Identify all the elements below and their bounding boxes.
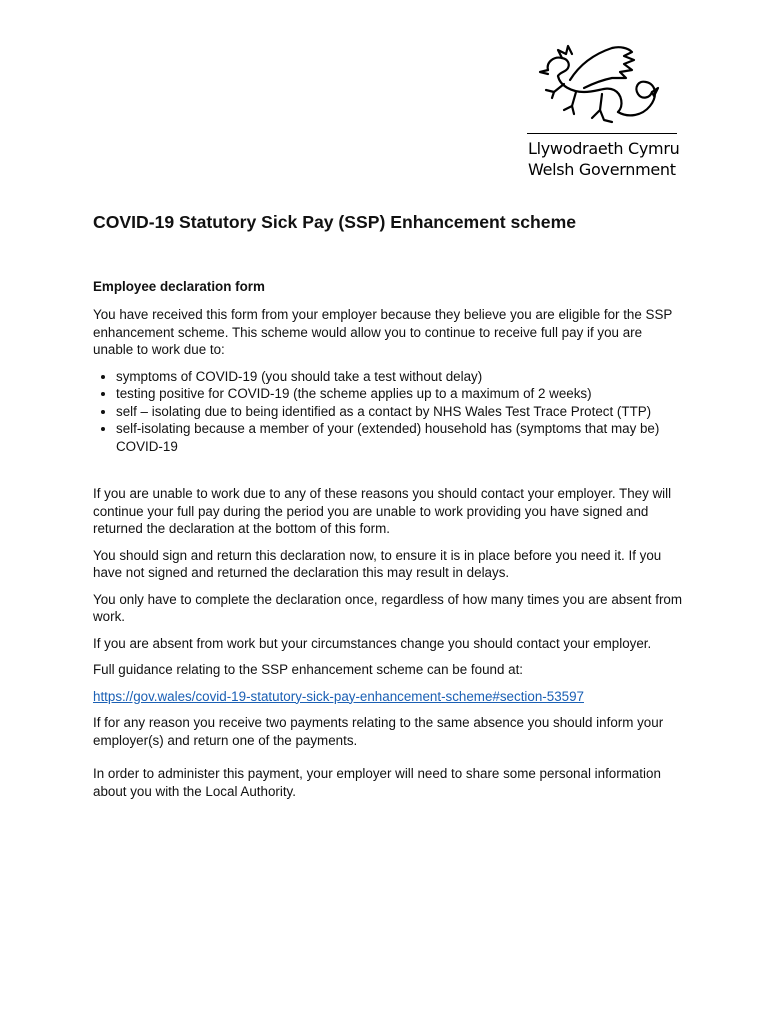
paragraph-circumstances-change: If you are absent from work but your circumstances change you should contact your employer. [93,635,652,651]
paragraph-complete-once: You only have to complete the declaration once, regardless of how many times you are absent from work. [93,591,683,624]
reasons-list [93,368,683,456]
paragraph-guidance: Full guidance relating to the SSP enhancement scheme can be found at: [93,662,524,677]
spacer [93,455,683,485]
paragraph-sign-now: You should sign and return this declaration now, to ensure it is in place before you need it. If you have not signed and returned the declaration this may result in delays. [93,547,662,580]
paragraph-personal-information: In order to administer this payment, your employer will need to share some personal information about you with the Local Authority. [93,766,661,799]
organisation-name [528,138,679,180]
paragraph-contact-employer: If you are unable to work due to any of these reasons you should contact your employer. They will continue your full pay during the period you are unable to work providing you have signed and returned the declaration at the bottom of this form. [93,486,672,536]
list-item: • self-isolating because a member of your (extended) household has (symptoms that may be) COVID-19 [116,420,683,455]
welsh-government-logo [524,40,684,130]
intro-paragraph: You have received this form from your employer because they believe you are eligible for the SSP enhancement scheme. This scheme would allow you to continue to receive full pay if you are unable to work due to: [93,307,673,357]
document-content [93,210,683,809]
list-item: • self – isolating due to being identified as a contact by NHS Wales Test Trace Protect (TTP) [116,403,683,421]
paragraph-two-payments: If for any reason you receive two payments relating to the same absence you should inform your employer(s) and return one of the payments. [93,715,664,748]
logo-divider [527,133,677,134]
list-item: • testing positive for COVID-19 (the scheme applies up to a maximum of 2 weeks) [116,385,683,403]
org-name-english: Welsh Government [528,160,676,179]
form-subtitle: Employee declaration form [93,279,265,294]
dragon-icon [524,40,674,130]
org-name-welsh: Llywodraeth Cymru [528,139,680,158]
list-item: • symptoms of COVID-19 (you should take a test without delay) [116,368,683,386]
guidance-link[interactable]: https://gov.wales/covid-19-statutory-sick-pay-enhancement-scheme#section-53597 [93,688,584,704]
document-title: COVID-19 Statutory Sick Pay (SSP) Enhancement scheme [93,212,577,232]
